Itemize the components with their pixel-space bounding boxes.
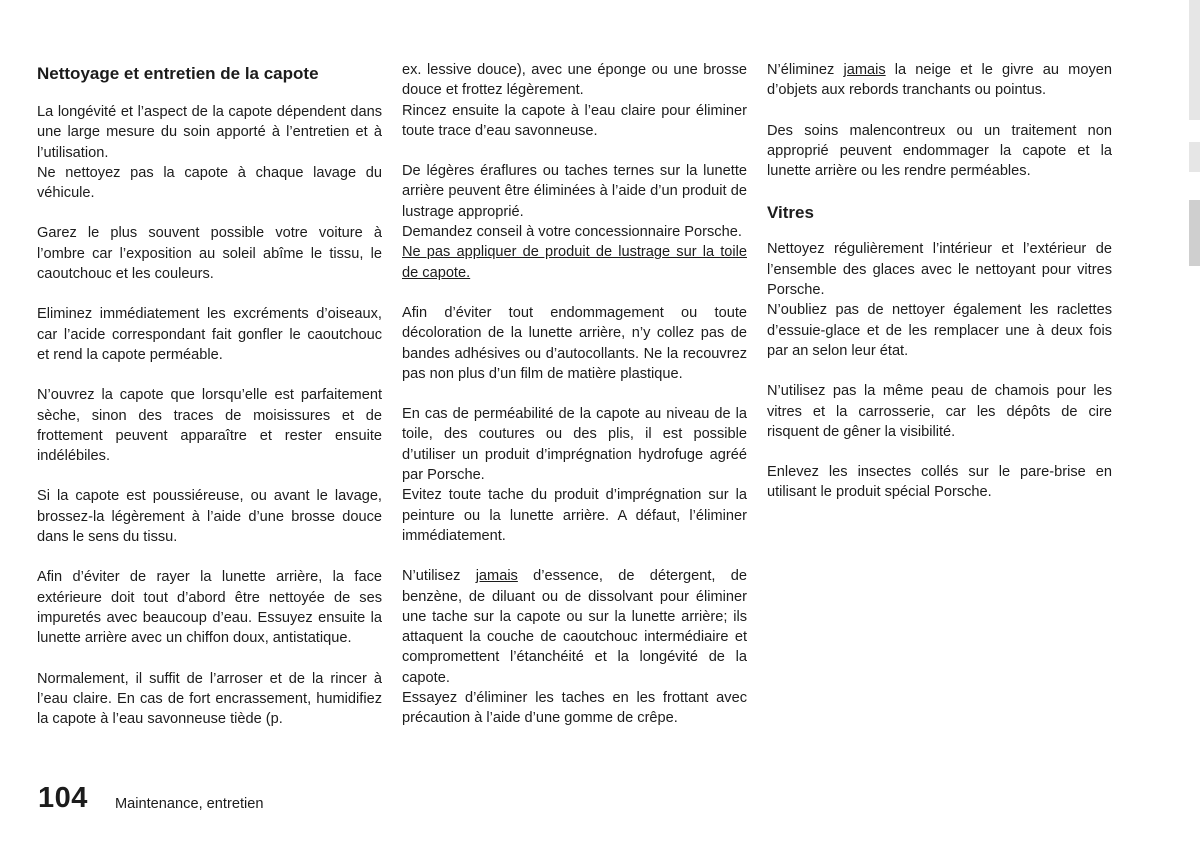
paragraph: Eliminez immédiatement les excréments d’oiseaux, car l’acide correspondant fait gonfler le caoutchouc et rend la capote perméable. [37, 306, 382, 363]
paragraph: Si la capote est poussiéreuse, ou avant le lavage, brossez-la légèrement à l’aide d’une brosse douce dans le sens du tissu. [37, 488, 382, 546]
page-edge-mark [1189, 142, 1200, 172]
emphasis-text: jamais [475, 568, 518, 585]
section-title: Maintenance, entretien [115, 796, 264, 812]
section-heading-capote: Nettoyage et entretien de la capote [37, 64, 319, 83]
column-middle [402, 60, 747, 749]
paragraph: Ne nettoyez pas la capote à chaque lavage du véhicule. [37, 164, 382, 202]
paragraph [402, 566, 747, 688]
page-edge-thumb-tab [1189, 200, 1200, 266]
paragraph [767, 60, 1112, 101]
paragraph: De légères éraflures ou taches ternes sur la lunette arrière peuvent être éliminées à l’aide d’un produit de lustrage approprié. [402, 163, 747, 220]
paragraph: ex. lessive douce), avec une éponge ou une brosse douce et frottez légèrement. [402, 62, 747, 99]
text: N’utilisez [402, 568, 476, 585]
page-number: 104 [38, 782, 88, 814]
warning-text: Ne pas appliquer de produit de lustrage sur la toile de capote. [402, 244, 747, 281]
paragraph: Nettoyez régulièrement l’intérieur et l’extérieur de l’ensemble des glaces avec le nettoyant pour vitres Porsche. [767, 241, 1112, 299]
paragraph: N’ouvrez la capote que lorsqu’elle est parfaitement sèche, sinon des traces de moisissures et de frottement peuvent apparaître et rester ensuite indélébiles. [37, 387, 382, 465]
text: d’essence, de détergent, de benzène, de diluant ou de dissolvant pour éliminer une tache sur la capote ou sur la lunette arrière; ils attaquent la couche de caoutchouc intermédiaire et compromettent l’étanchéité et la longévité de la capote. [402, 568, 747, 686]
paragraph: N’oubliez pas de nettoyer également les raclettes d’essuie-glace et de les remplacer une à deux fois par an selon leur état. [767, 302, 1112, 359]
paragraph: N’utilisez pas la même peau de chamois pour les vitres et la carrosserie, car les dépôts de cire risquent de gêner la visibilité. [767, 383, 1112, 440]
paragraph: Afin d’éviter tout endommagement ou toute décoloration de la lunette arrière, n’y collez pas de bandes adhésives ou d’autocollants. Ne la recouvrez pas non plus d’un film de matière plastique. [402, 304, 747, 382]
column-left [37, 60, 382, 749]
column-right [767, 60, 1112, 523]
paragraph: Demandez conseil à votre concessionnaire Porsche. [402, 224, 742, 241]
paragraph: Garez le plus souvent possible votre voiture à l’ombre car l’exposition au soleil abîme le tissu, le caoutchouc et les couleurs. [37, 225, 382, 283]
paragraph: Afin d’éviter de rayer la lunette arrière, la face extérieure doit tout d’abord être nettoyée de ses impuretés avec beaucoup d’eau. Essuyez ensuite la lunette arrière avec un chiffon doux, antistatique. [37, 569, 382, 647]
paragraph: Normalement, il suffit de l’arroser et de la rincer à l’eau claire. En cas de fort encrassement, humidifiez la capote à l’eau savonneuse tiède (p. [37, 670, 382, 728]
page-edge-shadow [1189, 0, 1200, 120]
paragraph: Evitez toute tache du produit d’imprégnation sur la peinture ou la lunette arrière. A défaut, l’éliminer immédiatement. [402, 487, 747, 544]
paragraph: En cas de perméabilité de la capote au niveau de la toile, des coutures ou des plis, il est possible d’utiliser un produit d’imprégnation hydrofuge agréé par Porsche. [402, 406, 747, 484]
paragraph: La longévité et l’aspect de la capote dépendent dans une large mesure du soin apporté à l’entretien et à l’utilisation. [37, 104, 382, 161]
paragraph: Enlevez les insectes collés sur le pare-brise en utilisant le produit spécial Porsche. [767, 464, 1112, 501]
text: N’éliminez [767, 62, 844, 78]
paragraph: Essayez d’éliminer les taches en les frottant avec précaution à l’aide d’une gomme de crêpe. [402, 690, 747, 727]
text: la neige et le givre au moyen d’objets aux rebords tranchants ou pointus. [767, 62, 1112, 99]
warning-paragraph [402, 242, 747, 283]
emphasis-text: jamais [843, 62, 886, 78]
section-heading-vitres: Vitres [767, 203, 814, 223]
paragraph: Des soins malencontreux ou un traitement non approprié peuvent endommager la capote et la lunette arrière ou les rendre perméables. [767, 122, 1112, 180]
paragraph: Rincez ensuite la capote à l’eau claire pour éliminer toute trace d’eau savonneuse. [402, 102, 747, 139]
